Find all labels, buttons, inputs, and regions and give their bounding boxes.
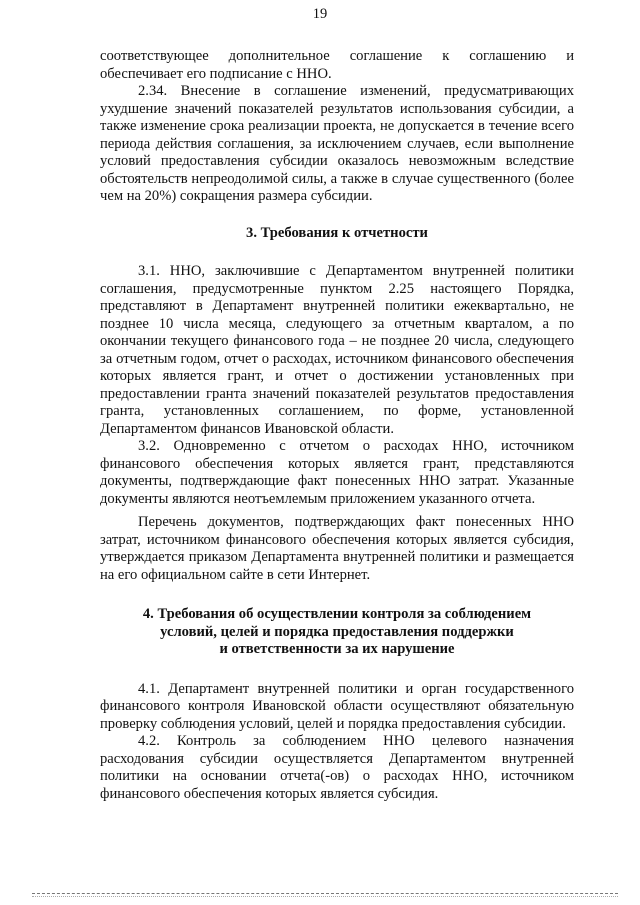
paragraph-4-2: 4.2. Контроль за соблюдением ННО целевого назначения расходования субсидии осуществляется Департаментом внутренней политики на основании отчета(-ов) о расходах ННО, источником финансового обеспечения которых является субсидия. [100,733,574,802]
page-number: 19 [312,6,328,22]
section-4-heading-line-2: условий, целей и порядка предоставления поддержки [160,623,514,640]
section-4-heading-line-3: и ответственности за их нарушение [219,641,455,657]
paragraph-3-2: 3.2. Одновременно с отчетом о расходах ННО, источником финансового обеспечения которых является грант, представляются документы, подтверждающие факт понесенных ННО затрат. Указанные документы являются неотъемлемым приложением указанного отчета. [100,438,574,507]
paragraph-document-list: Перечень документов, подтверждающих факт понесенных ННО затрат, источником финансового обеспечения которых является субсидия, утверждается приказом Департамента внутренней политики и размещается на его официальном сайте в сети Интернет. [100,514,574,583]
paragraph-2-34: 2.34. Внесение в соглашение изменений, предусматривающих ухудшение значений показателей результатов использования субсидии, а также изменение срока реализации проекта, не допускается в течение всего периода действия соглашения, за исключением случаев, если выполнение условий предоставления субсидии оказалось невозможным вследствие обстоятельств непреодолимой силы, а также в случае существенного (более чем на 20%) сокращения размера субсидии. [100,83,574,204]
paragraph-3-1: 3.1. ННО, заключившие с Департаментом внутренней политики соглашения, предусмотренные пунктом 2.25 настоящего Порядка, представляют в Департамент внутренней политики ежеквартально, не позднее 10 числа месяца, следующего за отчетным кварталом, а по окончании текущего финансового года – не позднее 20 числа, следующего за отчетным годом, отчет о расходах, источником финансового обеспечения которых является грант, и отчет о достижении установленных при предоставлении гранта значений показателей результатов предоставления гранта, установленных соглашением, по форме, установленной Департаментом финансов Ивановской области. [100,263,574,437]
scan-edge-line [32,893,618,894]
paragraph-continuation: соответствующее дополнительное соглашение к соглашению и обеспечивает его подписание с ННО. [100,48,574,82]
document-body [100,48,574,803]
paragraph-4-1: 4.1. Департамент внутренней политики и орган государственного финансового контроля Ивановской области осуществляют обязательную проверку соблюдения условий, целей и порядка предоставления субсидии. [100,680,574,732]
section-4-heading-line-1: 4. Требования об осуществлении контроля за соблюдением [142,606,532,622]
scan-edge-line-2 [32,896,618,897]
section-3-heading: 3. Требования к отчетности [246,224,428,241]
section-4-heading [100,606,574,659]
